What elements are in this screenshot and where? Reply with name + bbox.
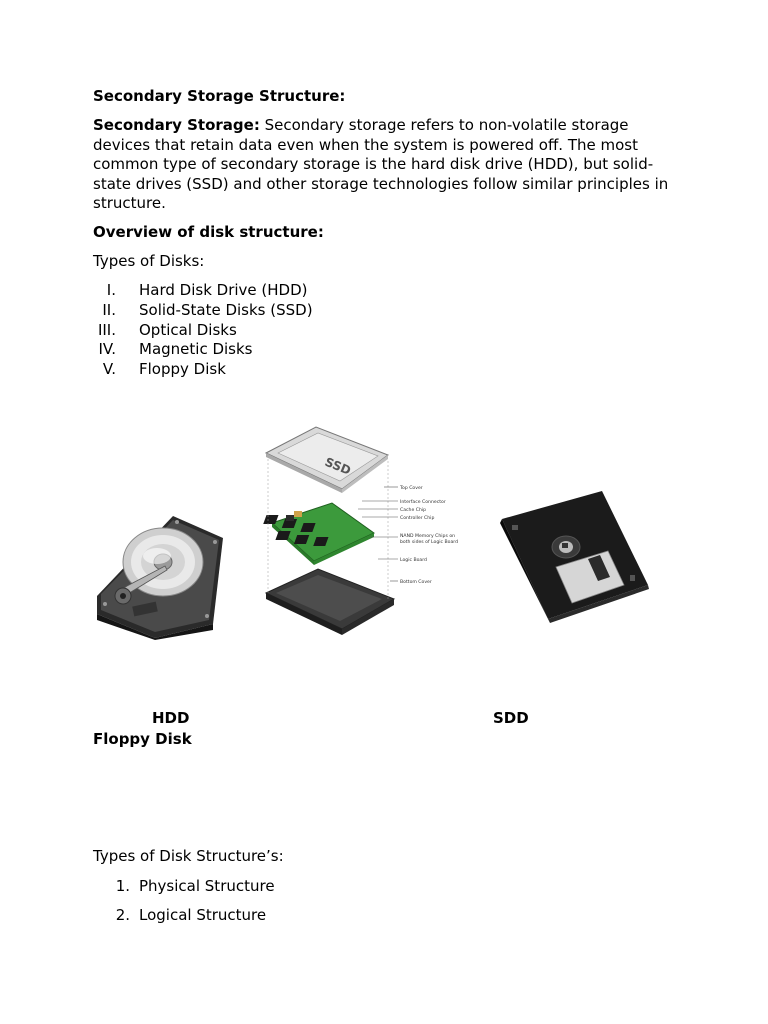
floppy-disk-image <box>498 489 652 623</box>
types-of-disks-label: Types of Disks: <box>93 252 205 270</box>
definition-paragraph <box>93 116 683 214</box>
types-of-disk-structure-label: Types of Disk Structure’s: <box>93 847 284 865</box>
caption-hdd: HDD <box>152 709 190 727</box>
overview-heading: Overview of disk structure: <box>93 223 324 241</box>
document-page: Secondary Storage Structure: Secondary Storage: Secondary storage refers to non-volatile storage devices that retain data even when the system is powered off. The most common type of secondary storage is the hard disk drive (HDD), but solid-state drives (SSD) and other storage technologies follow similar principles in structure. Overview of disk structure: Types of Disks: I. Hard Disk Drive (HDD) II. Solid-State Disks (SSD) III. Optical Disks IV. Magnetic Disks V. Floppy Disk SSD Top Cover Interface Connector Cache Chip Controller Chip NAND Memory Chips on both sides of Logic Board Logic Board Bottom Cover HDD SDD Floppy Disk Types of Disk Structure’s: 1. Physical Structure 2. Logical Structure <box>0 0 768 1024</box>
caption-floppy-disk: Floppy Disk <box>93 730 192 748</box>
hdd-drawing <box>93 512 225 640</box>
label-cache-chip: Cache Chip <box>400 508 427 513</box>
label-controller-chip: Controller Chip <box>400 516 435 521</box>
ssd-diagram <box>258 423 470 641</box>
label-logic-board: Logic Board <box>400 558 427 563</box>
label-nand-chips: NAND Memory Chips on <box>400 534 456 539</box>
definition-text: Secondary storage refers to non-volatile storage devices that retain data even when the system is powered off. The most common type of secondary storage is the hard disk drive (HDD), but solid-state drives (SSD) and other storage technologies follow similar principles in structure. <box>93 116 669 212</box>
label-bottom-cover: Bottom Cover <box>400 580 432 585</box>
floppy-drawing <box>498 489 652 623</box>
definition-term: Secondary Storage: <box>93 116 260 134</box>
caption-ssd: SDD <box>493 709 529 727</box>
ssd-logo: SSD <box>322 454 353 478</box>
label-interface-connector: Interface Connector <box>400 500 446 505</box>
ssd-drawing <box>258 423 470 641</box>
section-heading: Secondary Storage Structure: <box>93 87 346 105</box>
label-nand-chips-sides: both sides of Logic Board <box>400 540 459 545</box>
hdd-image <box>93 512 225 640</box>
label-top-cover: Top Cover <box>400 486 423 491</box>
